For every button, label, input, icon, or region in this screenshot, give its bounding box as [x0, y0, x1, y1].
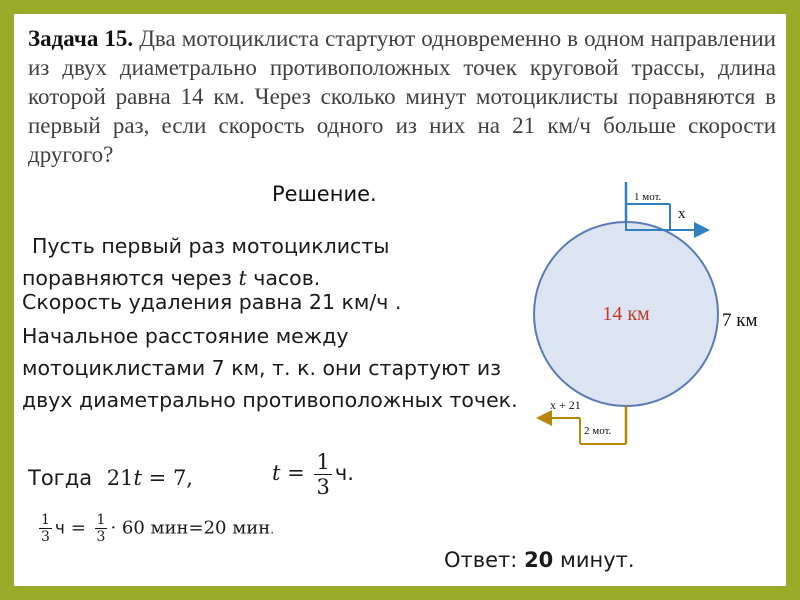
motorcyclist-1-speed: x: [678, 206, 686, 222]
fraction-numerator: 1: [41, 512, 50, 528]
half-distance-label: 7 км: [722, 310, 758, 331]
eq2-unit: ч.: [334, 461, 354, 486]
problem-label: Задача 15.: [28, 26, 134, 51]
answer-unit: минут.: [559, 548, 635, 572]
eq2-eq: =: [287, 461, 305, 486]
fraction-numerator: 1: [96, 512, 106, 528]
answer-value: 20: [524, 548, 554, 572]
eq2-var: t: [272, 461, 281, 486]
fraction-denominator: 3: [41, 529, 50, 546]
slide: [14, 14, 786, 586]
fraction-denominator: 3: [96, 529, 106, 546]
p1-text-before: Пусть первый раз мотоциклисты поравняются через: [22, 234, 390, 290]
p1-text-after: часов.: [253, 266, 321, 290]
p1-variable: t: [238, 266, 247, 290]
answer-label: Ответ:: [444, 548, 518, 572]
conv-rest: · 60 мин=20 мин: [110, 517, 271, 539]
conv-dot: .: [270, 522, 275, 537]
motorcyclist-2-label: 2 мот.: [584, 425, 612, 437]
track-diagram: [14, 14, 786, 586]
fraction-denominator: 3: [316, 475, 330, 500]
eq1-var: t: [133, 466, 142, 490]
solution-paragraph-3: Начальное расстояние между мотоциклистами 7 км, т. к. они стартуют из двух диаметрально противоположных точек.: [22, 324, 518, 412]
motorcyclist-1-label: 1 мот.: [634, 191, 662, 203]
fraction-numerator: 1: [316, 450, 330, 474]
motorcyclist-2-speed: x + 21: [550, 398, 581, 412]
conv-unit: ч: [54, 518, 65, 539]
track-length-label: 14 км: [602, 303, 650, 325]
conv-eq: =: [70, 517, 86, 539]
eq1-coef: 21: [106, 466, 134, 490]
solution-title: Решение.: [272, 182, 377, 206]
eq1-rhs: = 7,: [148, 466, 193, 490]
eq-then: Тогда: [28, 466, 93, 490]
problem-text: Два мотоциклиста стартуют одновременно в одном направлении из двух диаметрально противоположных точек круговой трассы, длина которой равна 14 км. Через сколько минут мотоциклисты поравняются в первый раз, если скорость одного из них на 21 км/ч больше скорости другого?: [28, 26, 776, 167]
solution-paragraph-2: Скорость удаления равна 21 км/ч .: [22, 290, 402, 314]
